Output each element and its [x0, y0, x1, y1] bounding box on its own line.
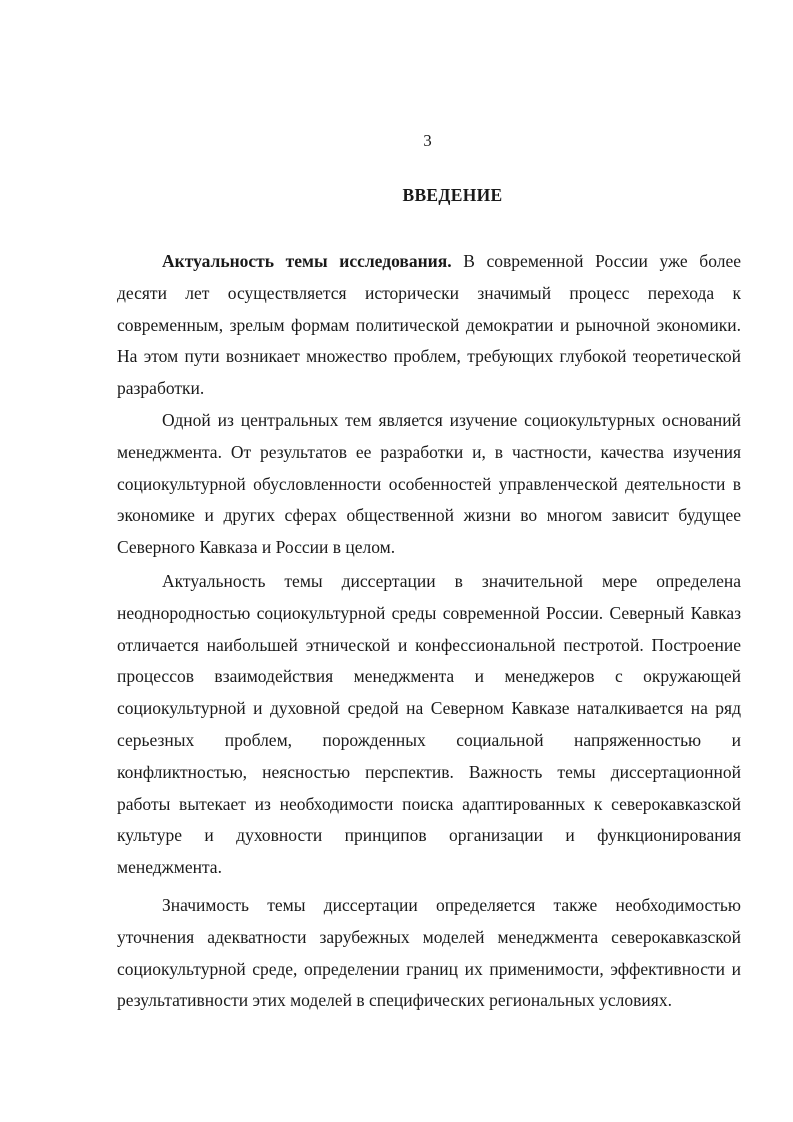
page-number: 3: [423, 131, 432, 150]
paragraph-text: В современной России уже более десяти лет осуществляется исторически значимый процесс перехода к современным, зрелым формам политической демократии и рыночной экономики. На этом пути возникает множество проблем, требующих глубокой теоретической разработки.: [117, 251, 741, 399]
paragraph-relevance: [117, 246, 741, 405]
paragraph-sociocultural-foundations: Одной из центральных тем является изучение социокультурных оснований менеджмента. От результатов ее разработки и, в частности, качества изучения социокультурной обусловленности особенностей управленческой деятельности в экономике и других сферах общественной жизни во многом зависит будущее Северного Кавказа и России в целом.: [117, 409, 741, 558]
section-heading: ВВЕДЕНИЕ: [402, 185, 503, 205]
paragraph-heterogeneity: Актуальность темы диссертации в значительной мере определена неоднородностью социокультурной среды современной России. Северный Кавказ отличается наибольшей этнической и конфессиональной пестротой. Построение процессов взаимодействия менеджмента и менеджеров с окружающей социокультурной и духовной средой на Северном Кавказе наталкивается на ряд серьезных проблем, порожденных социальной напряженностью и конфликтностью, неясностью перспектив. Важность темы диссертационной работы вытекает из необходимости поиска адаптированных к северокавказской культуре и духовности принципов организации и функционирования менеджмента.: [117, 570, 741, 878]
body-text: [117, 246, 741, 1017]
paragraph-significance: Значимость темы диссертации определяется также необходимостью уточнения адекватности зарубежных моделей менеджмента северокавказской социокультурной среде, определении границ их применимости, эффективности и результативности этих моделей в специфических региональных условиях.: [117, 894, 741, 1011]
paragraph-lead-bold: Актуальность темы исследования.: [162, 251, 452, 271]
